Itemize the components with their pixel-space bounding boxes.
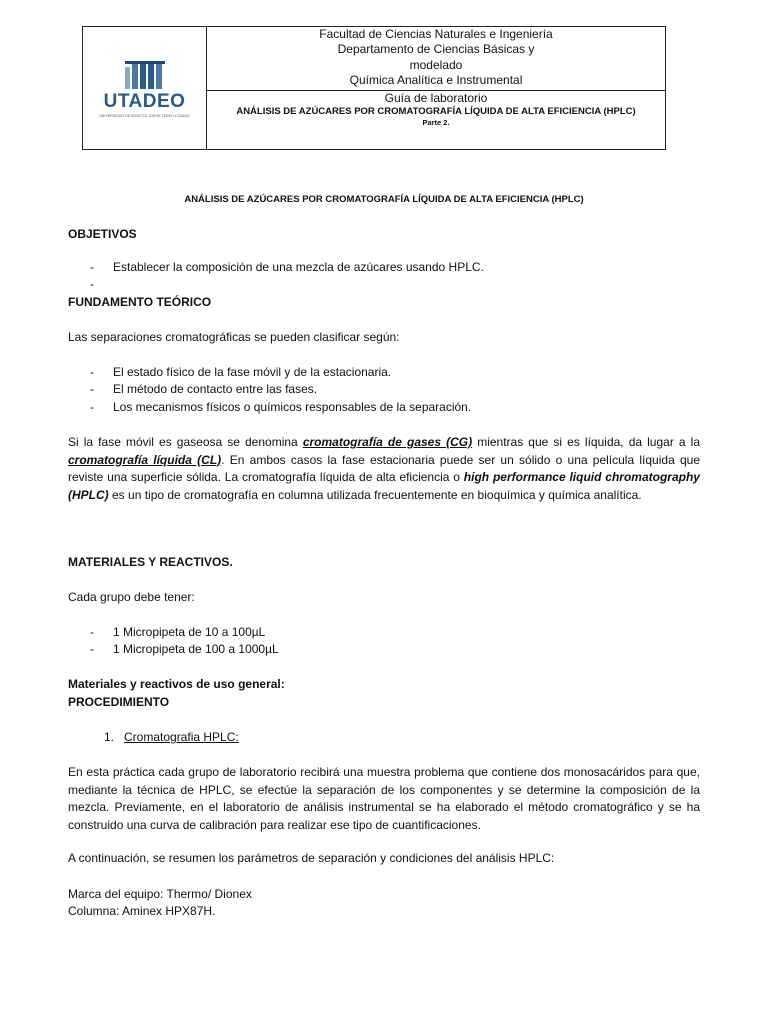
- fundamento-item: [90, 364, 391, 382]
- utadeo-logo-icon: [123, 59, 167, 89]
- materiales-general-heading: Materiales y reactivos de uso general:: [68, 677, 285, 691]
- objetivo-text: Establecer la composición de una mezcla de azúcares usando HPLC.: [113, 260, 484, 274]
- guide-subtitle: ANÁLISIS DE AZÚCARES POR CROMATOGRAFÍA LÍQUIDA DE ALTA EFICIENCIA (HPLC): [236, 106, 636, 117]
- faculty-line: Facultad de Ciencias Naturales e Ingeniería: [319, 27, 553, 41]
- logo-cell: [83, 27, 207, 149]
- bullet-dash: -: [90, 382, 94, 396]
- materiales-intro: Cada grupo debe tener:: [68, 590, 195, 604]
- bullet-dash: -: [90, 642, 94, 656]
- course-line: Química Analítica e Instrumental: [349, 73, 523, 88]
- para1-text-4: es un tipo de cromatografía en columna utilizada frecuentemente en bioquímica y química analítica.: [108, 487, 642, 502]
- term-cl: cromatografía líquida (CL): [68, 452, 222, 467]
- fundamento-text: El método de contacto entre las fases.: [113, 382, 318, 396]
- guide-title: Guía de laboratorio: [384, 91, 488, 105]
- materiales-text: 1 Micropipeta de 10 a 100µL: [113, 625, 266, 639]
- fundamento-heading: FUNDAMENTO TEÓRICO: [68, 295, 212, 309]
- guide-info: [207, 91, 665, 149]
- objetivos-heading: OBJETIVOS: [68, 227, 137, 241]
- procedure-item: [104, 729, 239, 747]
- procedimiento-heading: PROCEDIMIENTO: [68, 695, 170, 709]
- term-hplc: high performance liquid chromatography (HPLC): [68, 470, 700, 502]
- header-table: [82, 26, 666, 150]
- materiales-text: 1 Micropipeta de 100 a 1000µL: [113, 642, 279, 656]
- column-info: Columna: Aminex HPX87H.: [68, 904, 216, 918]
- logo-subtext: UNIVERSIDAD DE BOGOTÁ JORGE TADEO LOZANO: [99, 113, 190, 118]
- faculty-info: [207, 27, 665, 91]
- bullet-dash: -: [90, 365, 94, 379]
- para1-text-3: . En ambos casos la fase estacionaria puede ser un sólido o una película líquida que reviste una superficie sólida. La cromatografía líquida de alta eficiencia o: [68, 452, 701, 484]
- department-line: Departamento de Ciencias Básicas y: [337, 42, 535, 57]
- info-cell: [207, 27, 665, 149]
- procedure-label: Cromatografia HPLC:: [124, 730, 239, 744]
- document-title: ANÁLISIS DE AZÚCARES POR CROMATOGRAFÍA LÍQUIDA DE ALTA EFICIENCIA (HPLC): [184, 194, 584, 205]
- fundamento-text: El estado físico de la fase móvil y de la estacionaria.: [113, 365, 392, 379]
- bullet-dash: -: [90, 400, 94, 414]
- logo-text: UTADEO: [103, 90, 186, 112]
- para1-text-1: Si la fase móvil es gaseosa se denomina: [68, 435, 303, 449]
- chromatography-paragraph: [68, 434, 700, 504]
- para1-text-2: mientras que si es líquida, da lugar a la: [472, 435, 701, 449]
- department-line-2: modelado: [409, 57, 463, 72]
- objetivo-item-empty: [90, 276, 113, 294]
- materiales-item: [90, 641, 279, 659]
- fundamento-text: Los mecanismos físicos o químicos responsables de la separación.: [113, 400, 472, 414]
- guide-part: Parte 2.: [422, 118, 450, 127]
- bullet-dash: -: [90, 277, 94, 291]
- materiales-item: [90, 624, 265, 642]
- fundamento-item: [90, 381, 317, 399]
- procedure-paragraph: En esta práctica cada grupo de laboratorio recibirá una muestra problema que contiene dos monosacáridos para que, mediante la técnica de HPLC, se efectúe la separación de los componentes y se determine la composición de la mezcla. Previamente, en el laboratorio de análisis instrumental se ha elaborado el método cromatográfico y se ha construido una curva de calibración para realizar ese tipo de cuantificaciones.: [68, 765, 700, 832]
- bullet-dash: -: [90, 260, 94, 274]
- objetivo-item: [90, 259, 484, 277]
- term-cg: cromatografía de gases (CG): [302, 435, 473, 449]
- bullet-dash: -: [90, 625, 94, 639]
- fundamento-item: [90, 399, 471, 417]
- fundamento-intro: Las separaciones cromatográficas se pueden clasificar según:: [68, 330, 400, 344]
- materiales-heading: MATERIALES Y REACTIVOS.: [68, 555, 233, 569]
- parameters-intro: A continuación, se resumen los parámetros de separación y condiciones del análisis HPLC:: [68, 851, 555, 865]
- equipment-brand: Marca del equipo: Thermo/ Dionex: [68, 887, 252, 901]
- procedure-number: 1.: [104, 730, 115, 744]
